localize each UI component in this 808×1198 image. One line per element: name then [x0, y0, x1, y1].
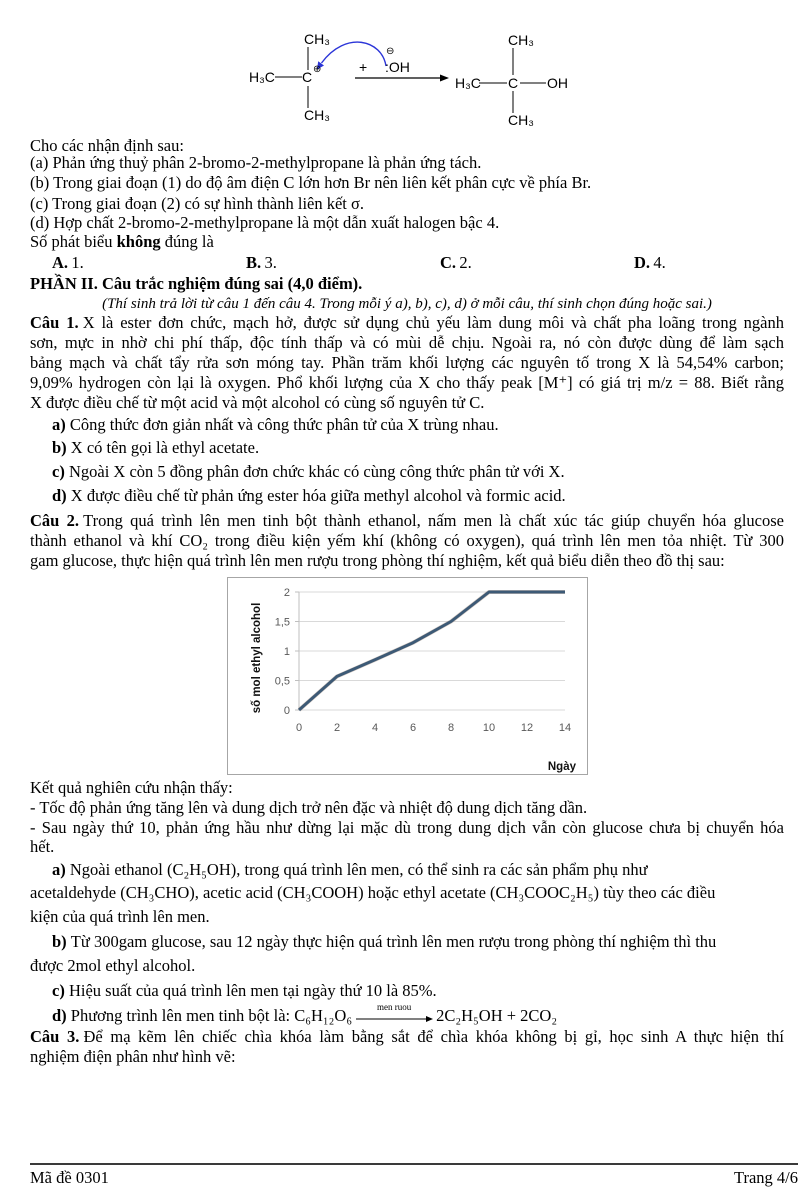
- reactant-top-methyl: CH₃: [304, 31, 330, 47]
- question-emphasis: không: [116, 232, 161, 251]
- option-b: [246, 253, 277, 273]
- q1-text: X là ester đơn chức, mạch hở, được sử dụng chủ yếu làm dung môi và chất pha loãng trong ngành: [82, 313, 785, 332]
- observation-2-line-2: hết.: [30, 837, 55, 856]
- question-prompt: [30, 232, 784, 252]
- q1-item-a: [52, 415, 784, 435]
- statement-b: (b) Trong giai đoạn (1) do độ âm điện C lớn hơn Br nên liên kết phân cực về phía Br.: [30, 173, 592, 192]
- y-tick-label: 2: [283, 587, 290, 599]
- item-label: d): [52, 1006, 67, 1025]
- reactant-left-methyl: H₃C: [249, 69, 275, 85]
- q2-item-c: [52, 981, 784, 1001]
- item-label: d): [52, 486, 67, 505]
- x-tick-label: 8: [447, 722, 455, 734]
- product-left-methyl: H₃C: [455, 75, 481, 91]
- x-tick-label: 0: [295, 722, 303, 734]
- option-value: 2.: [459, 253, 472, 272]
- item-label: c): [52, 462, 65, 481]
- product-central-carbon: C: [508, 75, 519, 91]
- equation-arrow: [354, 1002, 434, 1026]
- item-label: a): [52, 860, 66, 879]
- option-value: 4.: [653, 253, 666, 272]
- q3-line-1: [30, 1027, 784, 1047]
- equation-arrow-label: men ruou: [376, 1002, 412, 1012]
- y-tick-label: 1: [283, 646, 290, 658]
- q1-line-1: [30, 313, 784, 333]
- x-tick-label: 6: [409, 722, 417, 734]
- q1-line-2: sơn, mực in nhờ chi phí thấp, độc tính thấp và có mùi dễ chịu. Ngoài ra, nó còn được dùng để làm sạch: [30, 333, 784, 352]
- product-bottom-methyl: CH₃: [508, 112, 534, 128]
- q2-item-a-line-1: [52, 860, 784, 880]
- reactant-bottom-methyl: CH₃: [304, 107, 330, 123]
- item-text: X được điều chế từ phản ứng ester hóa giữa methyl alcohol và formic acid.: [70, 486, 566, 505]
- statement-d: (d) Hợp chất 2-bromo-2-methylpropane là một dẫn xuất halogen bậc 4.: [30, 213, 500, 232]
- option-label: A.: [52, 253, 69, 272]
- option-c: [440, 253, 472, 273]
- chart-canvas: [227, 577, 588, 775]
- option-value: 3.: [264, 253, 277, 272]
- q2-text: Trong quá trình lên men tinh bột thành ethanol, nấm men là chất xúc tác giúp chuyển hóa glucose: [83, 511, 784, 530]
- product-hydroxyl: OH: [547, 75, 568, 91]
- q2-item-a-line-3: kiện của quá trình lên men.: [30, 907, 210, 926]
- option-d: [634, 253, 666, 273]
- item-text: Phương trình lên men tinh bột là:: [70, 1006, 295, 1025]
- item-label: b): [52, 438, 67, 457]
- item-text: Từ 300gam glucose, sau 12 ngày thực hiện quá trình lên men rượu trong phòng thí nghiệm thì thu: [70, 932, 717, 951]
- ethanol-fermentation-chart: [227, 577, 588, 775]
- item-label: b): [52, 932, 67, 951]
- x-axis-title: Ngày: [547, 761, 576, 773]
- option-value: 1.: [71, 253, 84, 272]
- plus-sign: +: [359, 59, 368, 75]
- observation-2-line-1: - Sau ngày thứ 10, phản ứng hầu như dừng lại mặc dù trong dung dịch vẫn còn glucose chưa bị chuyển hóa: [30, 818, 784, 837]
- observations-title: Kết quả nghiên cứu nhận thấy:: [30, 778, 233, 797]
- item-label: c): [52, 981, 65, 1000]
- part2-instruction: (Thí sinh trả lời từ câu 1 đến câu 4. Trong mỗi ý a), b), c), d) ở mỗi câu, thí sinh chọn đúng hoặc sai.): [102, 296, 712, 312]
- option-a: [52, 253, 84, 273]
- observation-1: - Tốc độ phản ứng tăng lên và dung dịch trở nên đặc và nhiệt độ dung dịch tăng dần.: [30, 798, 588, 817]
- question-suffix: đúng là: [160, 232, 214, 251]
- q1-line-4: 9,09% hydrogen còn lại là oxygen. Phổ khối lượng của X cho thấy peak [M⁺] có giá trị m/z = 88. Biết rằng: [30, 373, 784, 392]
- y-tick-label: 0,5: [274, 675, 290, 688]
- q3-text: Để mạ kẽm lên chiếc chìa khóa làm bằng sắt để chìa khóa không bị gỉ, học sinh A thực hiện thí: [83, 1027, 785, 1046]
- q1-label: Câu 1.: [30, 313, 79, 332]
- y-axis-title: số mol ethyl alcohol: [251, 602, 264, 714]
- q2-line-3: gam glucose, thực hiện quá trình lên men rượu trong phòng thí nghiệm, kết quả biểu diễn theo đồ thị sau:: [30, 551, 725, 570]
- x-tick-label: 4: [371, 722, 379, 734]
- x-tick-label: 2: [333, 722, 341, 734]
- q2-line-1: [30, 511, 784, 531]
- q1-item-c: [52, 462, 784, 482]
- statements-intro: Cho các nhận định sau:: [30, 136, 184, 155]
- item-label: a): [52, 415, 66, 434]
- option-label: C.: [440, 253, 457, 272]
- item-text: Công thức đơn giản nhất và công thức phân tử của X trùng nhau.: [69, 415, 499, 434]
- reaction-arrow-icon: [355, 75, 449, 82]
- reactant-carbocation: C: [302, 69, 313, 85]
- q3-line-2: nghiệm điện phân như hình vẽ:: [30, 1047, 236, 1066]
- item-text: Ngoài X còn 5 đồng phân đơn chức khác có cùng công thức phân tử với X.: [68, 462, 565, 481]
- q2-label: Câu 2.: [30, 511, 79, 530]
- x-tick-label: 10: [482, 722, 496, 734]
- statement-c: (c) Trong giai đoạn (2) có sự hình thành liên kết σ.: [30, 194, 365, 213]
- x-tick-label: 12: [520, 722, 534, 734]
- q1-item-b: [52, 438, 784, 458]
- right-arrow-icon: [354, 1006, 434, 1026]
- product-top-methyl: CH₃: [508, 32, 534, 48]
- q2-item-a-line-2: acetaldehyde (CH₃CHO), acetic acid (CH₃COOH) hoặc ethyl acetate (CH₃COOC₂H₅) tùy theo các điều: [30, 883, 716, 902]
- question-prefix: Số phát biểu: [30, 232, 117, 251]
- q2-item-b-line-2: được 2mol ethyl alcohol.: [30, 956, 196, 975]
- option-label: B.: [246, 253, 262, 272]
- equation-reactant: C₆H₁₂O₆: [294, 1006, 353, 1025]
- item-text: X có tên gọi là ethyl acetate.: [70, 438, 260, 457]
- option-label: D.: [634, 253, 651, 272]
- positive-charge-icon: ⊕: [313, 64, 322, 75]
- q2-item-d: [52, 1002, 784, 1026]
- q1-line-5: X được điều chế từ một acid và một alcohol có cùng số nguyên tử C.: [30, 393, 485, 412]
- item-text: Ngoài ethanol (C₂H₅OH), trong quá trình lên men, có thể sinh ra các sản phẩm phụ như: [69, 860, 648, 879]
- q3-label: Câu 3.: [30, 1027, 80, 1046]
- q2-line-2: thành ethanol và khí CO₂ trong điều kiện yếm khí (không có oxygen), quá trình lên men tỏa nhiệt. Từ 300: [30, 531, 784, 550]
- hydroxide-ion: :OH: [385, 59, 410, 75]
- page-number: Trang 4/6: [733, 1168, 798, 1187]
- y-tick-label: 1,5: [274, 616, 290, 629]
- negative-charge-icon: ⊖: [386, 46, 395, 57]
- footer-divider: [30, 1163, 798, 1165]
- q2-item-b-line-1: [52, 932, 784, 952]
- x-tick-label: 14: [558, 722, 572, 734]
- y-tick-label: 0: [283, 705, 290, 717]
- q1-item-d: [52, 486, 784, 506]
- statement-a: (a) Phản ứng thuỷ phân 2-bromo-2-methylpropane là phản ứng tách.: [30, 153, 482, 172]
- exam-code: Mã đề 0301: [30, 1168, 109, 1187]
- part2-title: PHẦN II. Câu trắc nghiệm đúng sai (4,0 điểm).: [30, 274, 363, 293]
- q1-line-3: bảng mạch và chất tẩy rửa sơn móng tay. Phần trăm khối lượng các nguyên tố trong X là 54,54% carbon;: [30, 353, 784, 372]
- answer-options: [30, 253, 784, 273]
- equation-products: 2C₂H₅OH + 2CO₂: [436, 1006, 558, 1025]
- item-text: Hiệu suất của quá trình lên men tại ngày thứ 10 là 85%.: [68, 981, 437, 1000]
